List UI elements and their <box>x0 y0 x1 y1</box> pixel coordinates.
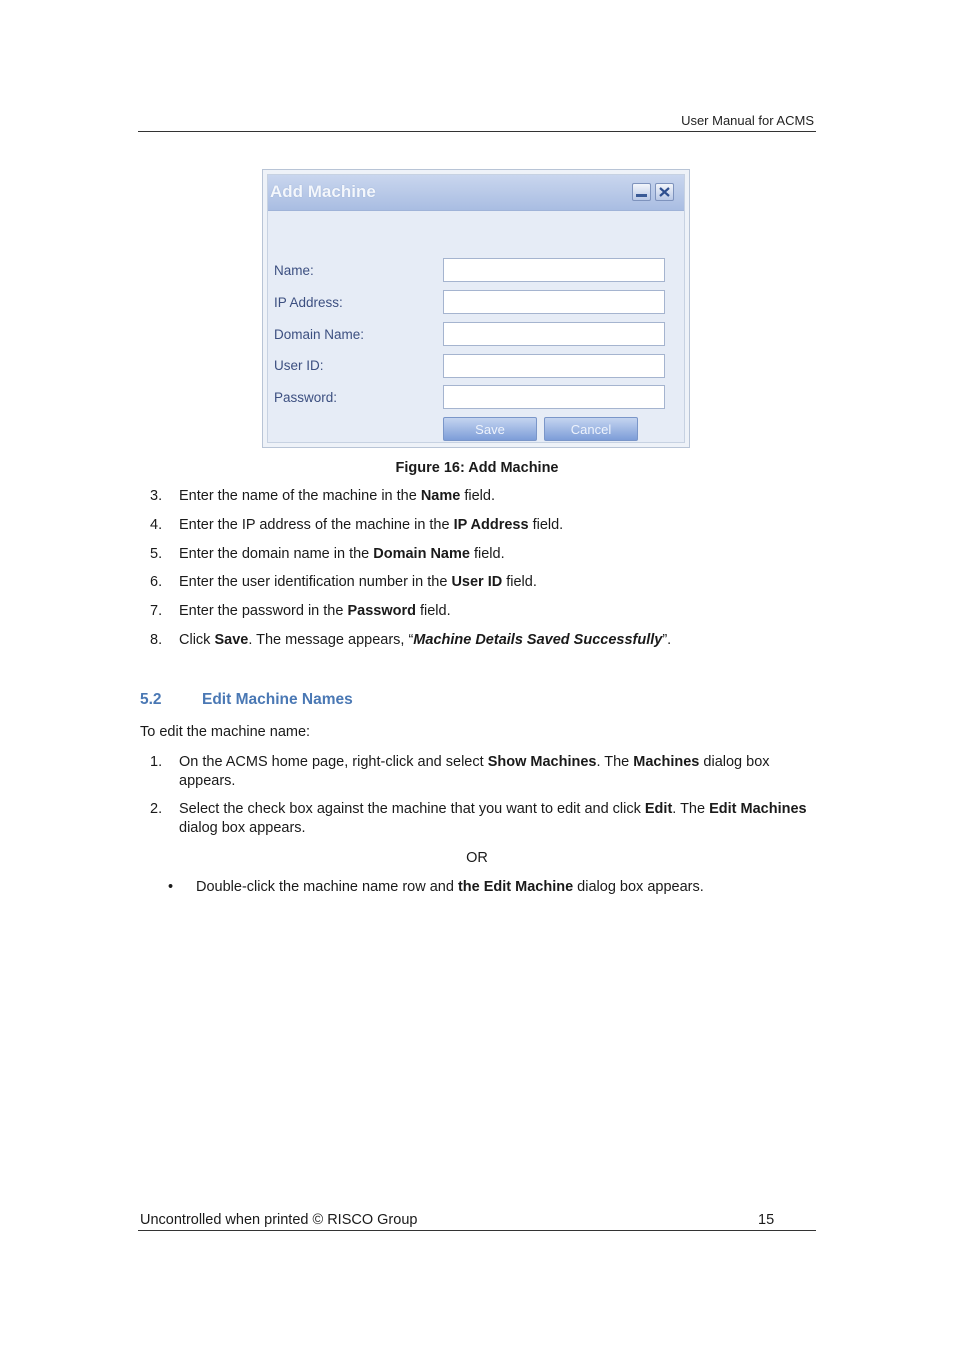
body-text: dialog box appears. <box>179 754 770 789</box>
emphasis-text: the Edit Machine <box>457 879 574 895</box>
dialog-titlebar <box>268 175 684 211</box>
step-number: 4. <box>150 517 163 533</box>
emphasis-text: Edit Machines <box>709 801 807 817</box>
figure-caption: Figure 16: Add Machine <box>395 460 559 476</box>
step-item <box>150 573 820 592</box>
body-text: field. <box>469 546 505 562</box>
body-text: Click <box>179 632 215 648</box>
add-machine-dialog <box>262 169 690 448</box>
step-text <box>179 516 820 535</box>
header-divider <box>138 131 816 132</box>
save-button[interactable]: Save <box>443 417 537 441</box>
body-text: field. <box>502 574 537 590</box>
section-number: 5.2 <box>140 691 162 708</box>
footer-divider <box>138 1230 816 1231</box>
step-item <box>150 545 820 564</box>
body-text: Enter the IP address of the machine in the <box>179 517 454 533</box>
body-text: Enter the domain name in the <box>179 546 374 562</box>
emphasis-text: User ID <box>451 574 503 590</box>
step-text <box>179 753 820 791</box>
body-text: dialog box appears. <box>573 879 704 895</box>
step-number: 8. <box>150 632 163 648</box>
body-text: field. <box>460 488 495 504</box>
ip-address-label: IP Address: <box>274 295 343 310</box>
body-text: Double-click the machine name row and <box>196 879 458 895</box>
step-item <box>150 631 820 650</box>
body-text: ”. <box>662 632 672 648</box>
body-text: On the ACMS home page, right-click and select <box>179 754 488 770</box>
cancel-button[interactable]: Cancel <box>544 417 638 441</box>
step-number: 7. <box>150 603 163 619</box>
header-title: User Manual for ACMS <box>681 113 814 128</box>
bullet-item <box>196 879 704 895</box>
emphasis-text: Password <box>347 603 416 619</box>
bullet-icon: • <box>168 879 174 895</box>
body-text: . The message appears, “ <box>248 632 414 648</box>
section-title: Edit Machine Names <box>202 691 353 708</box>
edit-step-item <box>150 800 820 838</box>
body-text: field. <box>528 517 564 533</box>
name-label: Name: <box>274 263 314 278</box>
emphasis-text: IP Address <box>453 517 529 533</box>
emphasis-text: Name <box>420 488 461 504</box>
user-id-label: User ID: <box>274 358 324 373</box>
step-item <box>150 602 820 621</box>
body-text: Enter the password in the <box>179 603 348 619</box>
step-text <box>179 602 820 621</box>
step-item <box>150 487 820 506</box>
minimize-button[interactable] <box>632 183 651 201</box>
step-number: 1. <box>150 754 163 770</box>
close-button[interactable] <box>655 183 674 201</box>
step-text <box>179 573 820 592</box>
step-text <box>179 631 820 650</box>
user-id-input[interactable] <box>443 354 665 378</box>
name-input[interactable] <box>443 258 665 282</box>
body-text: . The <box>672 801 710 817</box>
step-text <box>179 800 820 838</box>
body-text: Enter the name of the machine in the <box>179 488 421 504</box>
minimize-icon <box>636 194 647 197</box>
password-input[interactable] <box>443 385 665 409</box>
or-separator: OR <box>466 850 488 866</box>
emphasis-text: Domain Name <box>373 546 470 562</box>
domain-name-label: Domain Name: <box>274 327 365 342</box>
footer-copyright: Uncontrolled when printed © RISCO Group <box>140 1212 418 1228</box>
step-number: 6. <box>150 574 163 590</box>
step-item <box>150 516 820 535</box>
body-text: Enter the user identification number in the <box>179 574 452 590</box>
close-icon <box>658 186 671 198</box>
step-text <box>179 487 820 506</box>
emphasis-text: Machine Details Saved Successfully <box>413 632 663 648</box>
emphasis-text: Save <box>214 632 249 648</box>
password-label: Password: <box>274 390 338 405</box>
ip-address-input[interactable] <box>443 290 665 314</box>
step-number: 5. <box>150 546 163 562</box>
step-number: 3. <box>150 488 163 504</box>
dialog-body <box>267 174 685 443</box>
domain-name-input[interactable] <box>443 322 665 346</box>
edit-step-item <box>150 753 820 791</box>
dialog-title: Add Machine <box>270 182 376 201</box>
step-text <box>179 545 820 564</box>
emphasis-text: Show Machines <box>487 754 597 770</box>
step-number: 2. <box>150 801 163 817</box>
body-text: dialog box appears. <box>179 820 306 836</box>
page-number: 15 <box>758 1212 775 1228</box>
emphasis-text: Machines <box>633 754 700 770</box>
emphasis-text: Edit <box>644 801 673 817</box>
body-text: . The <box>596 754 634 770</box>
intro-text: To edit the machine name: <box>140 724 311 740</box>
body-text: Select the check box against the machine that you want to edit and click <box>179 801 645 817</box>
body-text: field. <box>415 603 451 619</box>
